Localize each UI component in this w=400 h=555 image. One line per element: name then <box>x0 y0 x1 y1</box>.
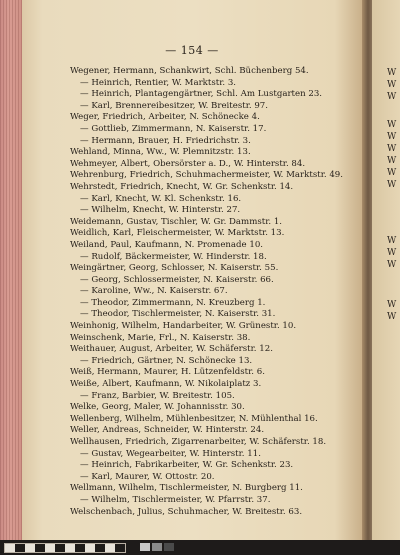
facing-page-letter: W <box>387 144 397 154</box>
directory-entry: Wegener, Hermann, Schankwirt, Schl. Büchenberg 54. <box>70 66 309 76</box>
directory-entry: — Theodor, Zimmermann, N. Kreuzberg 1. <box>80 297 266 308</box>
facing-page-letter: W <box>387 248 397 258</box>
directory-entry: Weiland, Paul, Kaufmann, N. Promenade 10. <box>70 239 264 250</box>
directory-entry: — Heinrich, Fabrikarbeiter, W. Gr. Schenkstr. 23. <box>80 460 294 471</box>
directory-entry: — Theodor, Tischlermeister, N. Kaiserstr. 31. <box>80 309 276 320</box>
measurement-scale <box>4 543 126 553</box>
directory-entry: — Karl, Brennereibesitzer, W. Breitestr. 97. <box>80 100 268 111</box>
facing-page-letter: W <box>387 80 397 90</box>
facing-page-letter: W <box>387 260 397 270</box>
directory-entry: Wehland, Minna, Ww., W. Plemnitzstr. 13. <box>70 147 251 158</box>
directory-entry: Wehrenburg, Friedrich, Schuhmachermeister, W. Marktstr. 49. <box>70 170 343 181</box>
directory-entry: Wellhausen, Friedrich, Zigarrenarbeiter, W. Schäferstr. 18. <box>70 437 327 447</box>
directory-entry: Weiß, Hermann, Maurer, H. Lützenfeldstr. 6. <box>70 367 265 378</box>
directory-entry: — Gottlieb, Zimmermann, N. Kaiserstr. 17. <box>80 123 267 134</box>
facing-page-letter: W <box>387 120 397 130</box>
facing-page-letter: W <box>387 312 397 322</box>
directory-entry: — Gustav, Wegearbeiter, W. Hinterstr. 11. <box>80 448 261 459</box>
directory-entry: — Karl, Maurer, W. Ottostr. 20. <box>80 471 215 482</box>
directory-entry: Weger, Friedrich, Arbeiter, N. Schönecke 4. <box>70 112 260 123</box>
color-scale-strip <box>0 540 400 555</box>
directory-entry: Wehmeyer, Albert, Obersörster a. D., W. Hinterstr. 84. <box>70 158 306 169</box>
directory-entry: Weithauer, August, Arbeiter, W. Schäferstr. 12. <box>70 344 273 355</box>
directory-entry: Weinschenk, Marie, Frl., N. Kaiserstr. 38. <box>70 332 251 343</box>
directory-entry: — Heinrich, Plantagengärtner, Schl. Am Lustgarten 23. <box>80 89 323 100</box>
page-stack-edge <box>0 0 22 555</box>
directory-entry: Weidlich, Karl, Fleischermeister, W. Marktstr. 13. <box>70 228 285 239</box>
page-number: — 154 — <box>165 44 219 57</box>
directory-entries <box>70 66 360 518</box>
directory-entry: — Friedrich, Gärtner, N. Schönecke 13. <box>80 355 253 366</box>
facing-page-letter: W <box>387 300 397 310</box>
directory-entry: Welschenbach, Julius, Schuhmacher, W. Breitestr. 63. <box>70 506 303 517</box>
directory-entry: Weller, Andreas, Schneider, W. Hinterstr. 24. <box>70 425 265 436</box>
facing-page-letter: W <box>387 92 397 102</box>
directory-entry: Weiße, Albert, Kaufmann, W. Nikolaiplatz 3. <box>70 379 262 390</box>
facing-page-letter: W <box>387 180 397 190</box>
facing-page-letter: W <box>387 168 397 178</box>
directory-entry: Weidemann, Gustav, Tischler, W. Gr. Dammstr. 1. <box>70 216 283 227</box>
directory-entry: — Wilhelm, Knecht, W. Hinterstr. 27. <box>80 205 241 216</box>
book-gutter <box>362 0 372 555</box>
directory-entry: — Rudolf, Bäckermeister, W. Hinderstr. 18. <box>80 251 267 262</box>
directory-entry: — Karl, Knecht, W. Kl. Schenkstr. 16. <box>80 193 242 204</box>
directory-entry: Welke, Georg, Maler, W. Johannisstr. 30. <box>70 402 245 413</box>
directory-entry: — Franz, Barbier, W. Breitestr. 105. <box>80 390 235 401</box>
directory-entry: — Wilhelm, Tischlermeister, W. Pfarrstr. 37. <box>80 494 271 505</box>
directory-entry: Wellenberg, Wilhelm, Mühlenbesitzer, N. Mühlenthal 16. <box>70 413 318 424</box>
directory-page <box>22 0 362 555</box>
directory-entry: — Karoline, Ww., N. Kaiserstr. 67. <box>80 286 228 297</box>
directory-entry: Wellmann, Wilhelm, Tischlermeister, N. Burgberg 11. <box>70 483 303 494</box>
directory-entry: — Georg, Schlossermeister, N. Kaiserstr. 66. <box>80 274 274 285</box>
facing-page-letter: W <box>387 156 397 166</box>
directory-entry: Wehrstedt, Friedrich, Knecht, W. Gr. Schenkstr. 14. <box>70 181 294 192</box>
facing-page-letter: W <box>387 236 397 246</box>
color-chips <box>140 543 174 551</box>
directory-entry: — Hermann, Brauer, H. Friedrichstr. 3. <box>80 135 251 146</box>
directory-entry: Weinhonig, Wilhelm, Handarbeiter, W. Grünestr. 10. <box>70 321 297 332</box>
facing-page-letter: W <box>387 132 397 142</box>
facing-page-letter: W <box>387 68 397 78</box>
directory-entry: — Heinrich, Rentier, W. Marktstr. 3. <box>80 77 237 88</box>
directory-entry: Weingärtner, Georg, Schlosser, N. Kaiserstr. 55. <box>70 263 279 274</box>
